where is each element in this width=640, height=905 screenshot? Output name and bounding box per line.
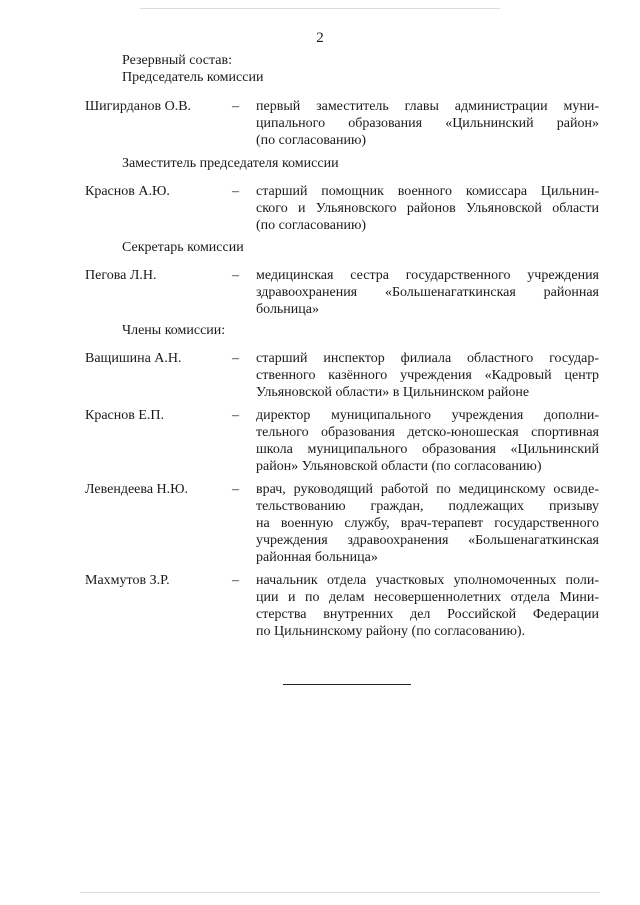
description-line: (по согласованию) bbox=[256, 133, 367, 148]
description-line: здравоохранения «Большенагаткинская районная bbox=[256, 285, 599, 300]
description-line: (по согласованию) bbox=[256, 218, 367, 233]
description-line: первый заместитель главы администрации муни- bbox=[256, 99, 599, 114]
person-name: Левендеева Н.Ю. bbox=[85, 482, 189, 497]
dash: – bbox=[232, 408, 239, 423]
description-line: на военную службу, врач-терапевт государственного bbox=[256, 516, 599, 531]
scan-mark-bottom bbox=[80, 892, 600, 893]
dash: – bbox=[232, 99, 239, 114]
dash: – bbox=[232, 268, 239, 283]
page-number: 2 bbox=[316, 30, 324, 46]
description-line: ципального образования «Цильнинский район» bbox=[256, 116, 599, 131]
heading-deputy: Заместитель председателя комиссии bbox=[122, 156, 339, 171]
person-name: Шигирданов О.В. bbox=[85, 99, 192, 114]
dash: – bbox=[232, 351, 239, 366]
person-description bbox=[256, 481, 599, 566]
description-line: район» Ульяновской области (по согласованию) bbox=[256, 459, 542, 474]
person-description bbox=[256, 183, 599, 234]
person-name: Краснов А.Ю. bbox=[85, 184, 170, 199]
dash: – bbox=[232, 184, 239, 199]
person-description bbox=[256, 407, 599, 475]
description-line: Ульяновской области» в Цильнинском районе bbox=[256, 385, 530, 400]
description-line: тельствованию граждан, подлежащих призыву bbox=[256, 499, 599, 514]
heading-reserve: Резервный состав: bbox=[122, 53, 233, 68]
closing-rule bbox=[283, 684, 411, 685]
description-line: тельного образования детско-юношеская спортивная bbox=[256, 425, 599, 440]
description-line: ственного казённого учреждения «Кадровый центр bbox=[256, 368, 599, 383]
description-line: по Цильнинскому району (по согласованию). bbox=[256, 624, 526, 639]
description-line: школа муниципального образования «Цильнинский bbox=[256, 442, 599, 457]
person-name: Краснов Е.П. bbox=[85, 408, 165, 423]
description-line: врач, руководящий работой по медицинскому освиде- bbox=[256, 482, 599, 497]
description-line: ского и Ульяновского районов Ульяновской области bbox=[256, 201, 599, 216]
person-name: Махмутов З.Р. bbox=[85, 573, 170, 588]
description-line: больница» bbox=[256, 302, 319, 317]
heading-members: Члены комиссии: bbox=[122, 323, 226, 338]
person-description bbox=[256, 98, 599, 149]
person-name: Пегова Л.Н. bbox=[85, 268, 157, 283]
description-line: старший инспектор филиала областного государ- bbox=[256, 351, 599, 366]
person-description bbox=[256, 572, 599, 640]
description-line: начальник отдела участковых уполномоченных поли- bbox=[256, 573, 599, 588]
person-description bbox=[256, 350, 599, 401]
heading-secretary: Секретарь комиссии bbox=[122, 240, 244, 255]
description-line: учреждения здравоохранения «Большенагаткинская bbox=[256, 533, 599, 548]
description-line: ции и по делам несовершеннолетних отдела Мини- bbox=[256, 590, 599, 605]
dash: – bbox=[232, 573, 239, 588]
heading-chairman: Председатель комиссии bbox=[122, 70, 264, 85]
person-description bbox=[256, 267, 599, 318]
dash: – bbox=[232, 482, 239, 497]
description-line: старший помощник военного комиссара Цильнин- bbox=[256, 184, 599, 199]
description-line: районная больница» bbox=[256, 550, 378, 565]
description-line: медицинская сестра государственного учреждения bbox=[256, 268, 599, 283]
description-line: директор муниципального учреждения дополни- bbox=[256, 408, 599, 423]
description-line: стерства внутренних дел Российской Федерации bbox=[256, 607, 599, 622]
scan-mark-top bbox=[140, 8, 500, 9]
person-name: Ващишина А.Н. bbox=[85, 351, 182, 366]
